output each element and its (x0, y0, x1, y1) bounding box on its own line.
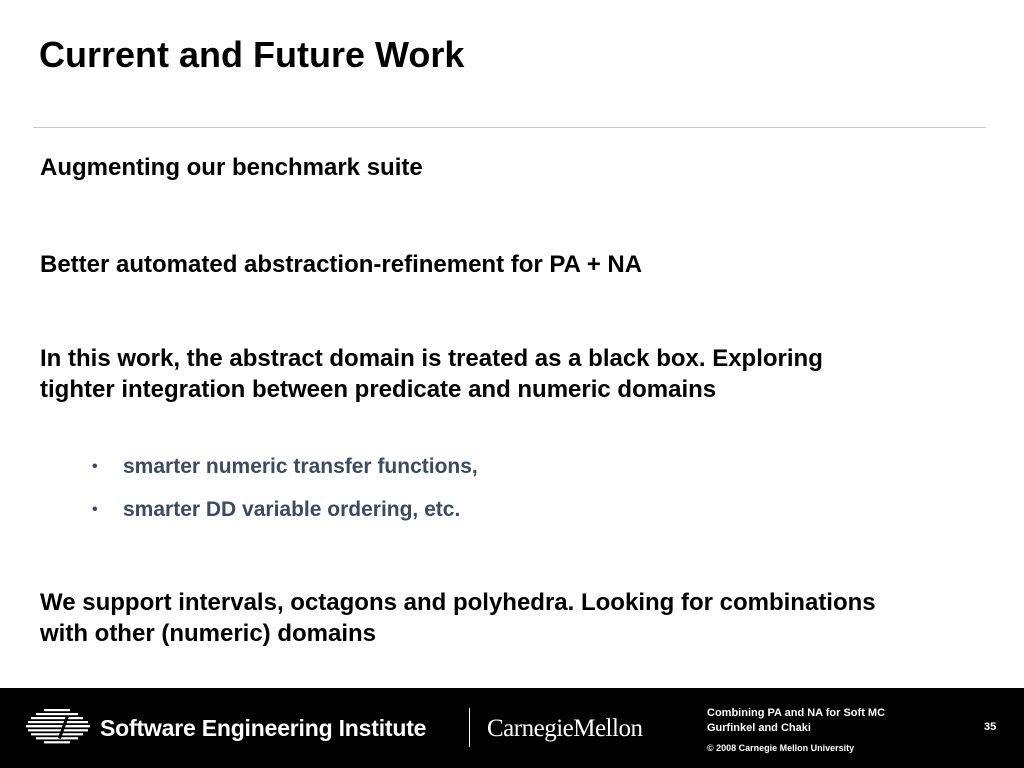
title-divider (33, 127, 986, 128)
sei-logo-icon (26, 707, 90, 747)
sei-name: Software Engineering Institute (100, 715, 427, 741)
presentation-title: Combining PA and NA for Soft MC (707, 707, 886, 719)
footer-divider (469, 708, 470, 747)
page-number: 35 (984, 721, 997, 733)
sub-bullet-text: smarter DD variable ordering, etc. (123, 498, 461, 521)
bullet-icon: • (92, 458, 98, 475)
sub-bullet-variable-ordering (92, 496, 460, 524)
point-numeric-domains: We support intervals, octagons and polyhedra. Looking for combinations with other (numeric) domains (40, 589, 876, 647)
cmu-name: CarnegieMellon (487, 715, 643, 742)
slide-title: Current and Future Work (39, 34, 465, 75)
bullet-icon: • (92, 501, 98, 518)
copyright-notice: © 2008 Carnegie Mellon University (707, 743, 855, 753)
sub-bullet-text: smarter numeric transfer functions, (123, 455, 478, 478)
footer-bar (0, 688, 1024, 768)
presentation-authors: Gurfinkel and Chaki (707, 722, 811, 734)
point-abstract-domain: In this work, the abstract domain is treated as a black box. Exploring tighter integration between predicate and numeric domains (40, 345, 823, 403)
sub-bullet-transfer-functions (92, 453, 478, 481)
point-abstraction-refinement: Better automated abstraction-refinement for PA + NA (40, 251, 643, 278)
point-benchmark: Augmenting our benchmark suite (40, 154, 423, 181)
